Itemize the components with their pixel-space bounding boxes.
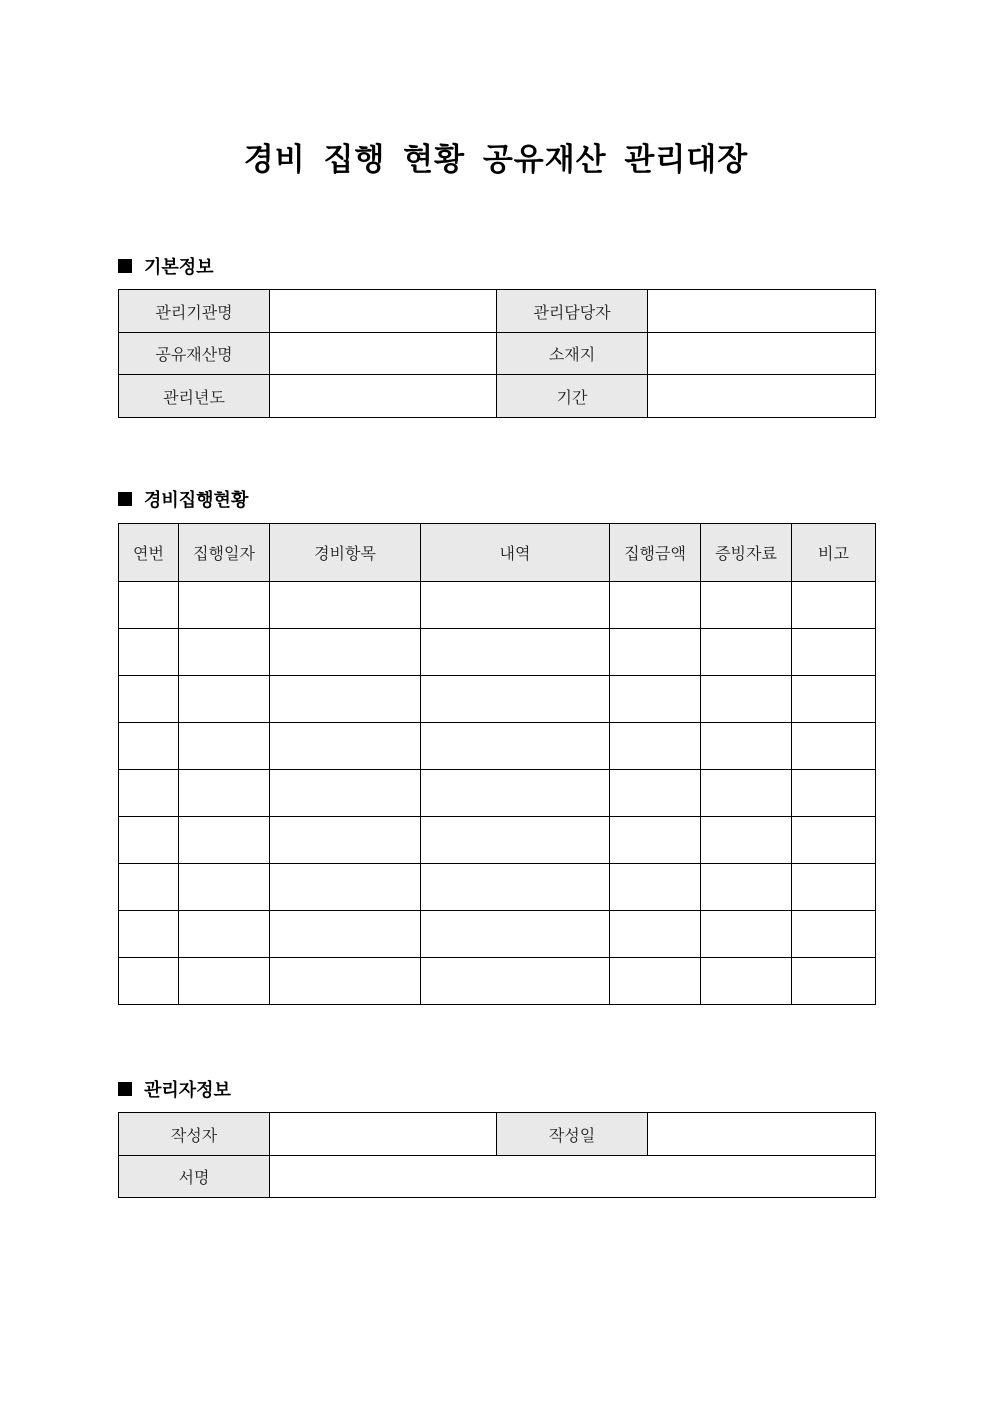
expense-cell-evidence[interactable] xyxy=(701,770,792,817)
expense-cell-evidence[interactable] xyxy=(701,676,792,723)
square-bullet-icon xyxy=(118,1082,132,1096)
expense-cell-date[interactable] xyxy=(179,582,270,629)
basic-info-row xyxy=(119,333,876,375)
expense-cell-item[interactable] xyxy=(270,817,421,864)
expense-cell-amount[interactable] xyxy=(610,864,701,911)
expense-cell-evidence[interactable] xyxy=(701,817,792,864)
expense-cell-seq[interactable] xyxy=(119,770,179,817)
expense-cell-item[interactable] xyxy=(270,582,421,629)
expense-cell-amount[interactable] xyxy=(610,911,701,958)
expense-cell-remarks[interactable] xyxy=(792,958,876,1005)
management-year-field[interactable] xyxy=(270,375,497,418)
expense-cell-details[interactable] xyxy=(421,770,610,817)
square-bullet-icon xyxy=(118,259,132,273)
expense-header-row xyxy=(119,524,876,582)
expense-cell-item[interactable] xyxy=(270,676,421,723)
expense-row xyxy=(119,582,876,629)
expense-cell-evidence[interactable] xyxy=(701,958,792,1005)
manager-name-label: 관리담당자 xyxy=(497,290,648,333)
expense-cell-details[interactable] xyxy=(421,958,610,1005)
expense-cell-date[interactable] xyxy=(179,864,270,911)
expense-cell-date[interactable] xyxy=(179,770,270,817)
expense-cell-date[interactable] xyxy=(179,817,270,864)
period-label: 기간 xyxy=(497,375,648,418)
expense-cell-remarks[interactable] xyxy=(792,864,876,911)
expense-cell-item[interactable] xyxy=(270,723,421,770)
square-bullet-icon xyxy=(118,492,132,506)
expense-cell-seq[interactable] xyxy=(119,817,179,864)
column-header-date: 집행일자 xyxy=(179,524,270,582)
agency-name-field[interactable] xyxy=(270,290,497,333)
expense-cell-item[interactable] xyxy=(270,864,421,911)
page-title: 경비 집행 현황 공유재산 관리대장 xyxy=(243,142,749,178)
expense-cell-remarks[interactable] xyxy=(792,770,876,817)
period-field[interactable] xyxy=(648,375,876,418)
expense-cell-seq[interactable] xyxy=(119,676,179,723)
expense-row xyxy=(119,723,876,770)
expense-cell-evidence[interactable] xyxy=(701,911,792,958)
expense-cell-details[interactable] xyxy=(421,911,610,958)
section-heading-manager-info xyxy=(118,1076,231,1102)
section-heading-label: 경비집행현황 xyxy=(144,490,249,511)
expense-cell-remarks[interactable] xyxy=(792,582,876,629)
column-header-seq: 연번 xyxy=(119,524,179,582)
manager-info-table xyxy=(118,1112,876,1198)
expense-cell-evidence[interactable] xyxy=(701,582,792,629)
column-header-remarks: 비고 xyxy=(792,524,876,582)
expense-cell-date[interactable] xyxy=(179,911,270,958)
expense-cell-item[interactable] xyxy=(270,770,421,817)
expense-cell-details[interactable] xyxy=(421,817,610,864)
section-heading-label: 기본정보 xyxy=(144,257,214,278)
manager-name-field[interactable] xyxy=(648,290,876,333)
expense-cell-seq[interactable] xyxy=(119,864,179,911)
expense-cell-evidence[interactable] xyxy=(701,864,792,911)
expense-cell-details[interactable] xyxy=(421,676,610,723)
expense-row xyxy=(119,770,876,817)
expense-cell-remarks[interactable] xyxy=(792,911,876,958)
expense-cell-seq[interactable] xyxy=(119,723,179,770)
location-field[interactable] xyxy=(648,333,876,375)
expense-cell-amount[interactable] xyxy=(610,723,701,770)
expense-row xyxy=(119,676,876,723)
management-year-label: 관리년도 xyxy=(119,375,270,418)
expense-cell-remarks[interactable] xyxy=(792,676,876,723)
expense-row xyxy=(119,629,876,676)
column-header-evidence: 증빙자료 xyxy=(701,524,792,582)
basic-info-row xyxy=(119,375,876,418)
signature-field[interactable] xyxy=(270,1156,876,1198)
expense-cell-date[interactable] xyxy=(179,676,270,723)
agency-name-label: 관리기관명 xyxy=(119,290,270,333)
expense-row xyxy=(119,817,876,864)
expense-cell-evidence[interactable] xyxy=(701,629,792,676)
expense-cell-amount[interactable] xyxy=(610,770,701,817)
property-name-field[interactable] xyxy=(270,333,497,375)
section-heading-label: 관리자정보 xyxy=(144,1080,231,1101)
column-header-item: 경비항목 xyxy=(270,524,421,582)
expense-cell-remarks[interactable] xyxy=(792,723,876,770)
expense-cell-date[interactable] xyxy=(179,723,270,770)
expense-cell-amount[interactable] xyxy=(610,958,701,1005)
expense-row xyxy=(119,958,876,1005)
expense-cell-details[interactable] xyxy=(421,864,610,911)
writer-label: 작성자 xyxy=(119,1113,270,1156)
write-date-label: 작성일 xyxy=(497,1113,648,1156)
expense-cell-amount[interactable] xyxy=(610,817,701,864)
column-header-details: 내역 xyxy=(421,524,610,582)
write-date-field[interactable] xyxy=(648,1113,876,1156)
expense-cell-amount[interactable] xyxy=(610,629,701,676)
expense-cell-remarks[interactable] xyxy=(792,629,876,676)
expense-cell-seq[interactable] xyxy=(119,582,179,629)
manager-info-row xyxy=(119,1156,876,1198)
writer-field[interactable] xyxy=(270,1113,497,1156)
expense-cell-remarks[interactable] xyxy=(792,817,876,864)
expense-cell-item[interactable] xyxy=(270,629,421,676)
expense-cell-item[interactable] xyxy=(270,911,421,958)
expense-cell-evidence[interactable] xyxy=(701,723,792,770)
expense-cell-amount[interactable] xyxy=(610,582,701,629)
section-heading-expense xyxy=(118,486,248,512)
expense-row xyxy=(119,911,876,958)
section-heading-basic-info xyxy=(118,253,214,279)
basic-info-row xyxy=(119,290,876,333)
location-label: 소재지 xyxy=(497,333,648,375)
expense-table xyxy=(118,523,876,1005)
signature-label: 서명 xyxy=(119,1156,270,1198)
manager-info-row xyxy=(119,1113,876,1156)
expense-cell-details[interactable] xyxy=(421,723,610,770)
expense-cell-item[interactable] xyxy=(270,958,421,1005)
expense-cell-seq[interactable] xyxy=(119,958,179,1005)
expense-cell-seq[interactable] xyxy=(119,911,179,958)
basic-info-table xyxy=(118,289,876,418)
expense-cell-seq[interactable] xyxy=(119,629,179,676)
expense-cell-amount[interactable] xyxy=(610,676,701,723)
column-header-amount: 집행금액 xyxy=(610,524,701,582)
expense-cell-date[interactable] xyxy=(179,629,270,676)
property-name-label: 공유재산명 xyxy=(119,333,270,375)
expense-cell-details[interactable] xyxy=(421,582,610,629)
expense-cell-date[interactable] xyxy=(179,958,270,1005)
expense-cell-details[interactable] xyxy=(421,629,610,676)
expense-row xyxy=(119,864,876,911)
